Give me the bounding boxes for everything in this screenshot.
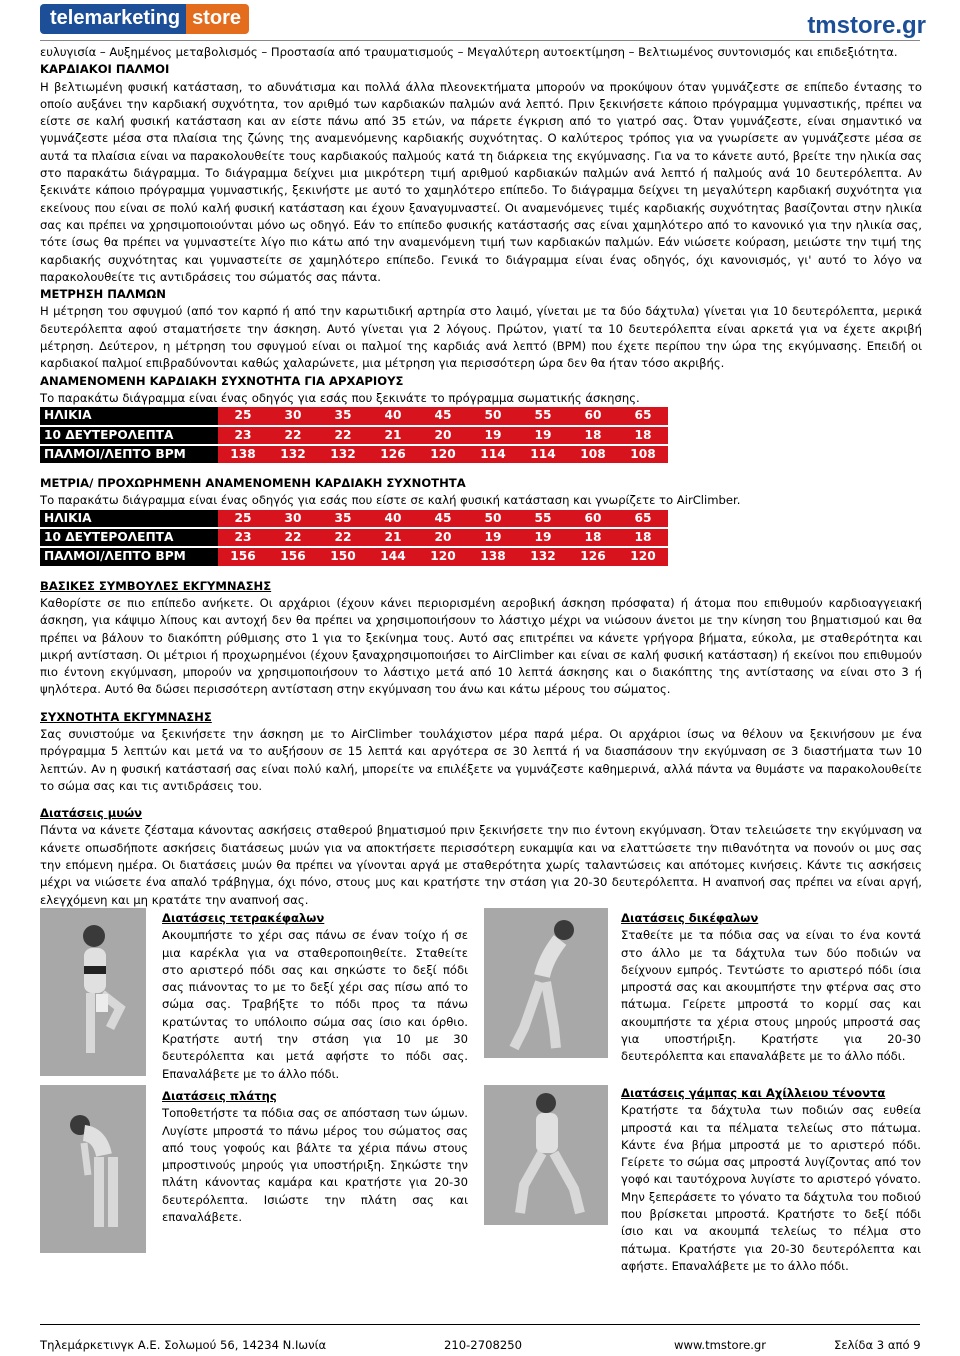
advanced-heading: ΜΕΤΡΙΑ/ ΠΡΟΧΩΡΗΜΕΝΗ ΑΝΑΜΕΝΟΜΕΝΗ ΚΑΡΔΙΑΚΗ ΣΥΧΝΟΤΗΤΑ [40,476,466,491]
back-stretch-heading: Διατάσεις πλάτης [162,1089,277,1103]
table-cell: 114 [468,445,518,464]
table-cell: 25 [218,510,268,528]
table-cell: 144 [368,547,418,566]
row-label: ΗΛΙΚΙΑ [40,407,218,425]
table-cell: 60 [568,510,618,528]
table-cell: 60 [568,407,618,425]
quad-stretch-photo [40,908,146,1076]
table-cell: 18 [568,426,618,445]
table-cell: 156 [218,547,268,566]
table-row [40,510,668,528]
table-cell: 108 [568,445,618,464]
footer-website-link[interactable]: www.tmstore.gr [674,1338,767,1352]
row-label: ΗΛΙΚΙΑ [40,510,218,528]
pulse-measure-text: Η μέτρηση του σφυγμού (από τον καρπό ή από την καρωτιδική αρτηρία στο λαιμό, γίνεται με τα δύο δάχτυλα) γίνεται για 10 δευτερόλεπτα, μερικά δευτερόλεπτα αφού σταματήσετε την άσκηση. Αυτό γίνεται για 2 λόγους. Πρώτον, γιατί τα 10 δευτερόλεπτα είναι αρκετά για να έχετε ακριβή μέτρηση. Δεύτερον, η μέτρηση του σφυγμού είναι οι παλμοί της καρδιάς ανά λεπτό (BPM) που έχετε περίπου την ώρα της εκγύμνασης. Επειδή οι καρδιακοί παλμοί επιβραδύνονται καθώς χαλαρώνετε, μια μέτρηση για περισσότερη ώρα δεν θα ήταν τόσο ακριβής. [40,304,922,371]
table-row [40,547,668,566]
table-cell: 126 [568,547,618,566]
woman-figure-icon [484,908,608,1058]
table-cell: 45 [418,510,468,528]
table-cell: 19 [468,426,518,445]
calf-stretch-heading: Διατάσεις γάμπας και Αχίλλειου τένοντα [621,1086,886,1100]
hamstring-stretch-photo [484,908,608,1058]
table-cell: 138 [218,445,268,464]
back-stretch-block [162,1088,468,1226]
table-cell: 50 [468,510,518,528]
intro-line: ευλυγισία – Αυξημένος μεταβολισμός – Προστασία από τραυματισμούς – Μεγαλύτερη αυτοεκτίμηση – Βελτιωμένος συντονισμός και επιδεξιότητα. [40,45,898,59]
table-cell: 50 [468,407,518,425]
back-stretch-text: Τοποθετήστε τα πόδια σας σε απόσταση των ώμων. Λυγίστε μπροστά το πάνω μέρος του σώματος σας από τους γοφούς και βάλτε τα χέρια πάνω στους μπροστινούς μηρούς για υποστήριξη. Σηκώστε την πλάτη κάνοντας καμάρα και κρατήστε για 20-30 δευτερόλεπτα. Ισιώστε την πλάτη σας και επαναλάβετε. [162,1106,468,1225]
quad-stretch-text: Ακουμπήστε το χέρι σας πάνω σε έναν τοίχο ή σε μια καρέκλα για να σταθεροποιηθείτε. Σταθείτε στο αριστερό πόδι σας και σηκώστε το δεξί πόδι σας πιάνοντας το με το δεξί χέρι σας πίσω από το σώμα σας. Τραβήξτε το πόδι προς τα πάνω κρατώντας το υπόλοιπο σώμα σας ίσιο και όρθιο. Κρατήστε αυτή την στάση για 10 με 30 δευτερόλεπτα και μετά αφήστε το πόδι σας. Επαναλάβετε με το άλλο πόδι. [162,928,468,1081]
footer-page-number: Σελίδα 3 από 9 [834,1338,921,1352]
table-cell: 120 [418,445,468,464]
table-cell: 55 [518,407,568,425]
table-cell: 18 [618,426,668,445]
advanced-intro: Το παρακάτω διάγραμμα είναι ένας οδηγός για εσάς που είστε σε καλή φυσική κατάσταση και γνωρίζετε το AirClimber. [40,493,741,508]
heart-rate-text: Η βελτιωμένη φυσική κατάσταση, το αδυνάτισμα και πολλά άλλα πλεονεκτήματα μπορούν να προκύψουν όταν γυμνάζεστε σε επίπεδο έντασης το οποίο αυξάνει την καρδιακή συχνότητα, τον αριθμό των καρδιακών παλμών ανά λεπτό. Πριν ξεκινήσετε κάποιο πρόγραμμα γυμναστικής, πρέπει να είστε σε καλή φυσική κατάσταση και αν είστε πάνω από 35 ετών, να πάρετε έγκριση από το γιατρό σας. Όταν γυμνάζεστε, είναι σημαντικό να γυμνάζεστε μέσα στα πλαίσια της ζώνης της αναμενόμενης καρδιακής συχνότητας. Ο καλύτερος τρόπος για να γνωρίσετε αν γυμνάζεστε μέσα σε αυτά τα πλαίσια είναι να παρακολουθείτε τους καρδιακούς παλμούς κατά τη διάρκεια της εκγύμνασης. Για να το κάνετε αυτό, βρείτε την ηλικία σας στο παρακάτω διάγραμμα. Το διάγραμμα δείχνει μια μικρότερη τιμή αριθμού καρδιακών παλμών ανά λεπτό ή παλμούς ανά 10 δευτερόλεπτα. Αν ξεκινάτε κάποιο πρόγραμμα γυμναστικής, ξεκινήστε με αυτό το χαμηλότερο επίπεδο. Το διάγραμμα δείχνει τη μεγαλύτερη καρδιακή συχνότητα για εκείνους που είναι σε πολύ καλή φυσική κατάσταση και έχουν ξαναγυμναστεί. Οι αναμενόμενες τιμές καρδιακής συχνότητας βασίζονται στην ηλικία σας και πρέπει να χρησιμοποιούνται μόνο ως οδηγό. Εάν το επίπεδο φυσικής κατάστασής σας είναι χαμηλότερο από το κανονικό για την ηλικία σας, τότε ίσως θα πρέπει να γυμναστείτε λίγο πιο κάτω από την αναμενόμενη τιμή των καρδιακών παλμών. Εάν νιώσετε κούραση, μειώστε την τιμή της καρδιακής συχνότητας και γυμναστείτε σε χαμηλότερο επίπεδο. Γενικά το διάγραμμα είναι ένας οδηγός, όχι κανονισμός, γι' αυτό το λόγο να παρακολουθείτε τις αντιδράσεις του σώματός σας πάντα. [40,79,922,284]
row-label: 10 ΔΕΥΤΕΡΟΛΕΠΤΑ [40,528,218,547]
table-cell: 20 [418,426,468,445]
table-cell: 156 [268,547,318,566]
table-cell: 40 [368,407,418,425]
woman-figure-icon [484,1085,608,1225]
table-cell: 30 [268,510,318,528]
hamstring-stretch-text: Σταθείτε με τα πόδια σας να είναι το ένα κοντά στο άλλο με τα δάχτυλα των δύο ποδιών να δείχνουν εμπρός. Τεντώστε το αριστερό πόδι ίσια μπροστά σας και ακουμπήστε την φτέρνα σας στο πάτωμα. Γείρετε μπροστά το κορμί σας και ακουμπήστε τα χέρια στους μηρούς μπροστά σας για υποστήριξη. Κρατήστε για 20-30 δευτερόλεπτα και επαναλάβετε με το άλλο πόδι. [621,928,921,1064]
table-cell: 114 [518,445,568,464]
table-cell: 22 [268,426,318,445]
tips-heading: ΒΑΣΙΚΕΣ ΣΥΜΒΟΥΛΕΣ ΕΚΓΥΜΝΑΣΗΣ [40,578,272,593]
table-cell: 22 [268,528,318,547]
table-cell: 132 [518,547,568,566]
table-cell: 22 [318,528,368,547]
pulse-measure-heading: ΜΕΤΡΗΣΗ ΠΑΛΜΩΝ [40,287,166,302]
calf-stretch-text: Κρατήστε τα δάχτυλα των ποδιών σας ευθεία μπροστά και τα πέλματα τελείως στο πάτωμα. Κάντε ένα βήμα μπροστά με το αριστερό πόδι. Γείρετε το σώμα σας μπροστά λυγίζοντας από τον γοφό και ταυτόχρονα λυγίστε το αριστερό γόνατο. Μην ξεπεράσετε το γόνατο τα δάχτυλα του ποδιού που βρίσκεται μπροστά. Κρατήστε το δεξί πόδι ίσιο και να ακουμπά τελείως το πέλμα στο πάτωμα. Κρατήστε για 20-30 δευτερόλεπτα και αφήστε. Επαναλάβετε με το άλλο πόδι. [621,1103,921,1273]
table-cell: 21 [368,426,418,445]
logo-telemarketing-text: telemarketing [40,4,186,34]
table-cell: 40 [368,510,418,528]
stretching-heading: Διατάσεις μυών [40,806,143,821]
table-cell: 45 [418,407,468,425]
back-stretch-photo [40,1085,146,1253]
table-cell: 30 [268,407,318,425]
table-cell: 20 [418,528,468,547]
advanced-heart-table [40,510,668,568]
table-cell: 120 [418,547,468,566]
row-label: ΠΑΛΜΟΙ/ΛΕΠΤΟ BPM [40,445,218,464]
table-cell: 25 [218,407,268,425]
footer-company: Τηλεμάρκετινγκ Α.Ε. Σολωμού 56, 14234 Ν.Ιωνία [40,1338,327,1352]
document-body [40,44,922,909]
table-cell: 120 [618,547,668,566]
table-row [40,528,668,547]
table-cell: 18 [618,528,668,547]
header-divider [40,40,920,41]
telemarketing-store-logo [40,4,249,34]
table-cell: 35 [318,510,368,528]
quad-stretch-heading: Διατάσεις τετρακέφαλων [162,911,325,925]
table-cell: 150 [318,547,368,566]
table-row [40,407,668,425]
row-label: ΠΑΛΜΟΙ/ΛΕΠΤΟ BPM [40,547,218,566]
woman-figure-icon [40,1085,146,1253]
table-cell: 108 [618,445,668,464]
row-label: 10 ΔΕΥΤΕΡΟΛΕΠΤΑ [40,426,218,445]
logo-store-text: store [186,4,249,34]
hamstring-stretch-block [621,910,921,1066]
table-row [40,445,668,464]
table-cell: 65 [618,407,668,425]
stretching-text: Πάντα να κάνετε ζέσταμα κάνοντας ασκήσεις σταθερού βηματισμού πριν ξεκινήσετε την πιο έντονη εκγύμναση. Όταν τελειώσετε την εκγύμναση να κάνετε οπωσδήποτε ασκήσεις διατάσεως μυών για να αποκτήσετε περισσότερη ευκαμψία και να ελαττώσετε την πιθανότητα να πονούν οι μυς σας την επόμενη ημέρα. Οι διατάσεις μυών θα πρέπει να γίνονται αργά με σταθερότητα χωρίς ταλαντώσεις και απότομες κινήσεις. Κάντε τις ασκήσεις μέχρι να νιώσετε ένα απαλό τράβηγμα, όχι πόνο, στους μυς και κρατήστε την στάση για 20-30 δευτερόλεπτα. Η αναπνοή σας πρέπει να είναι αργή, ελεγχόμενη και μη κρατάτε την αναπνοή σας. [40,823,922,907]
table-cell: 35 [318,407,368,425]
footer-divider [40,1324,920,1325]
frequency-text: Σας συνιστούμε να ξεκινήσετε την άσκηση με το AirClimber τουλάχιστον μέρα παρά μέρα. Οι αρχάριοι ίσως να θέλουν να ξεκινήσουν με ένα πρόγραμμα 5 λεπτών και μετά να το αυξήσουν σε 15 λεπτά και αργότερα σε 30 λεπτά ή να διασπάσουν την εκγύμναση σε 3 διαστήματα των 10 λεπτών. Αν η φυσική κατάστασή σας είναι πολύ καλή, μπορείτε να επιλέξετε να γυμνάζεστε καθημερινά, αλλά πάντα να θυμάστε να παρακολουθείτε το σώμα σας και τις αντιδράσεις του. [40,726,922,793]
tmstore-site-logo: tmstore.gr [807,12,926,39]
table-cell: 18 [568,528,618,547]
table-cell: 132 [268,445,318,464]
beginner-heading: ΑΝΑΜΕΝΟΜΕΝΗ ΚΑΡΔΙΑΚΗ ΣΥΧΝΟΤΗΤΑ ΓΙΑ ΑΡΧΑΡΙΟΥΣ [40,373,404,388]
table-cell: 22 [318,426,368,445]
tips-text: Καθορίστε σε πιο επίπεδο ανήκετε. Οι αρχάριοι (έχουν κάνει περιορισμένη αεροβική άσκηση πρόσφατα) ή άτομα που επιθυμούν καρδιοαγγειακή άσκηση, για κάψιμο λίπους και αντοχή δεν θα πρέπει να χρησιμοποιήσουν το λάστιχο μέχρι να νιώσουν άνετοι με την κίνηση του βηματισμού και θα πρέπει να βάλουν το διακόπτη ρύθμισης στο 1 για το ξεκίνημα τους. Αυτό σας επιτρέπει να κάνετε γρήγορα βήματα, εύκολα, με σταθερότητα και μικρή αντίσταση. Οι μέτριοι ή προχωρημένοι (έχουν ξαναχρησιμοποιήσει το AirClimber και είναι σε καλή φυσική κατάσταση) ή εκείνοι που επιθυμούν πιο έντονη εκγύμναση, μπορούν να χρησιμοποιήσουν το λάστιχο μετά από 10 λεπτά άσκησης και ο διακόπτης της αντίστασης να είναι στο 3 ή ψηλότερα. Αυτό θα δώσει περισσότερη αντίσταση στην εκγύμναση του άνω και κάτω μέρους του σώματος. [40,595,922,697]
table-cell: 19 [518,426,568,445]
table-cell: 23 [218,426,268,445]
beginner-intro: Το παρακάτω διάγραμμα είναι ένας οδηγός για εσάς που ξεκινάτε το πρόγραμμα σωματικής άσκησης. [40,390,640,405]
frequency-heading: ΣΥΧΝΟΤΗΤΑ ΕΚΓΥΜΝΑΣΗΣ [40,709,212,724]
table-cell: 132 [318,445,368,464]
table-cell: 65 [618,510,668,528]
table-cell: 19 [468,528,518,547]
table-cell: 126 [368,445,418,464]
calf-stretch-photo [484,1085,608,1225]
table-cell: 21 [368,528,418,547]
calf-stretch-block [621,1085,921,1275]
table-cell: 138 [468,547,518,566]
hamstring-stretch-heading: Διατάσεις δικέφαλων [621,911,759,925]
footer-phone: 210-2708250 [444,1338,522,1352]
quad-stretch-block [162,910,468,1083]
table-cell: 55 [518,510,568,528]
table-row [40,426,668,445]
heart-rate-heading: ΚΑΡΔΙΑΚΟΙ ΠΑΛΜΟΙ [40,62,170,77]
table-cell: 23 [218,528,268,547]
beginner-heart-table [40,407,668,465]
table-cell: 19 [518,528,568,547]
woman-figure-icon [40,908,146,1076]
